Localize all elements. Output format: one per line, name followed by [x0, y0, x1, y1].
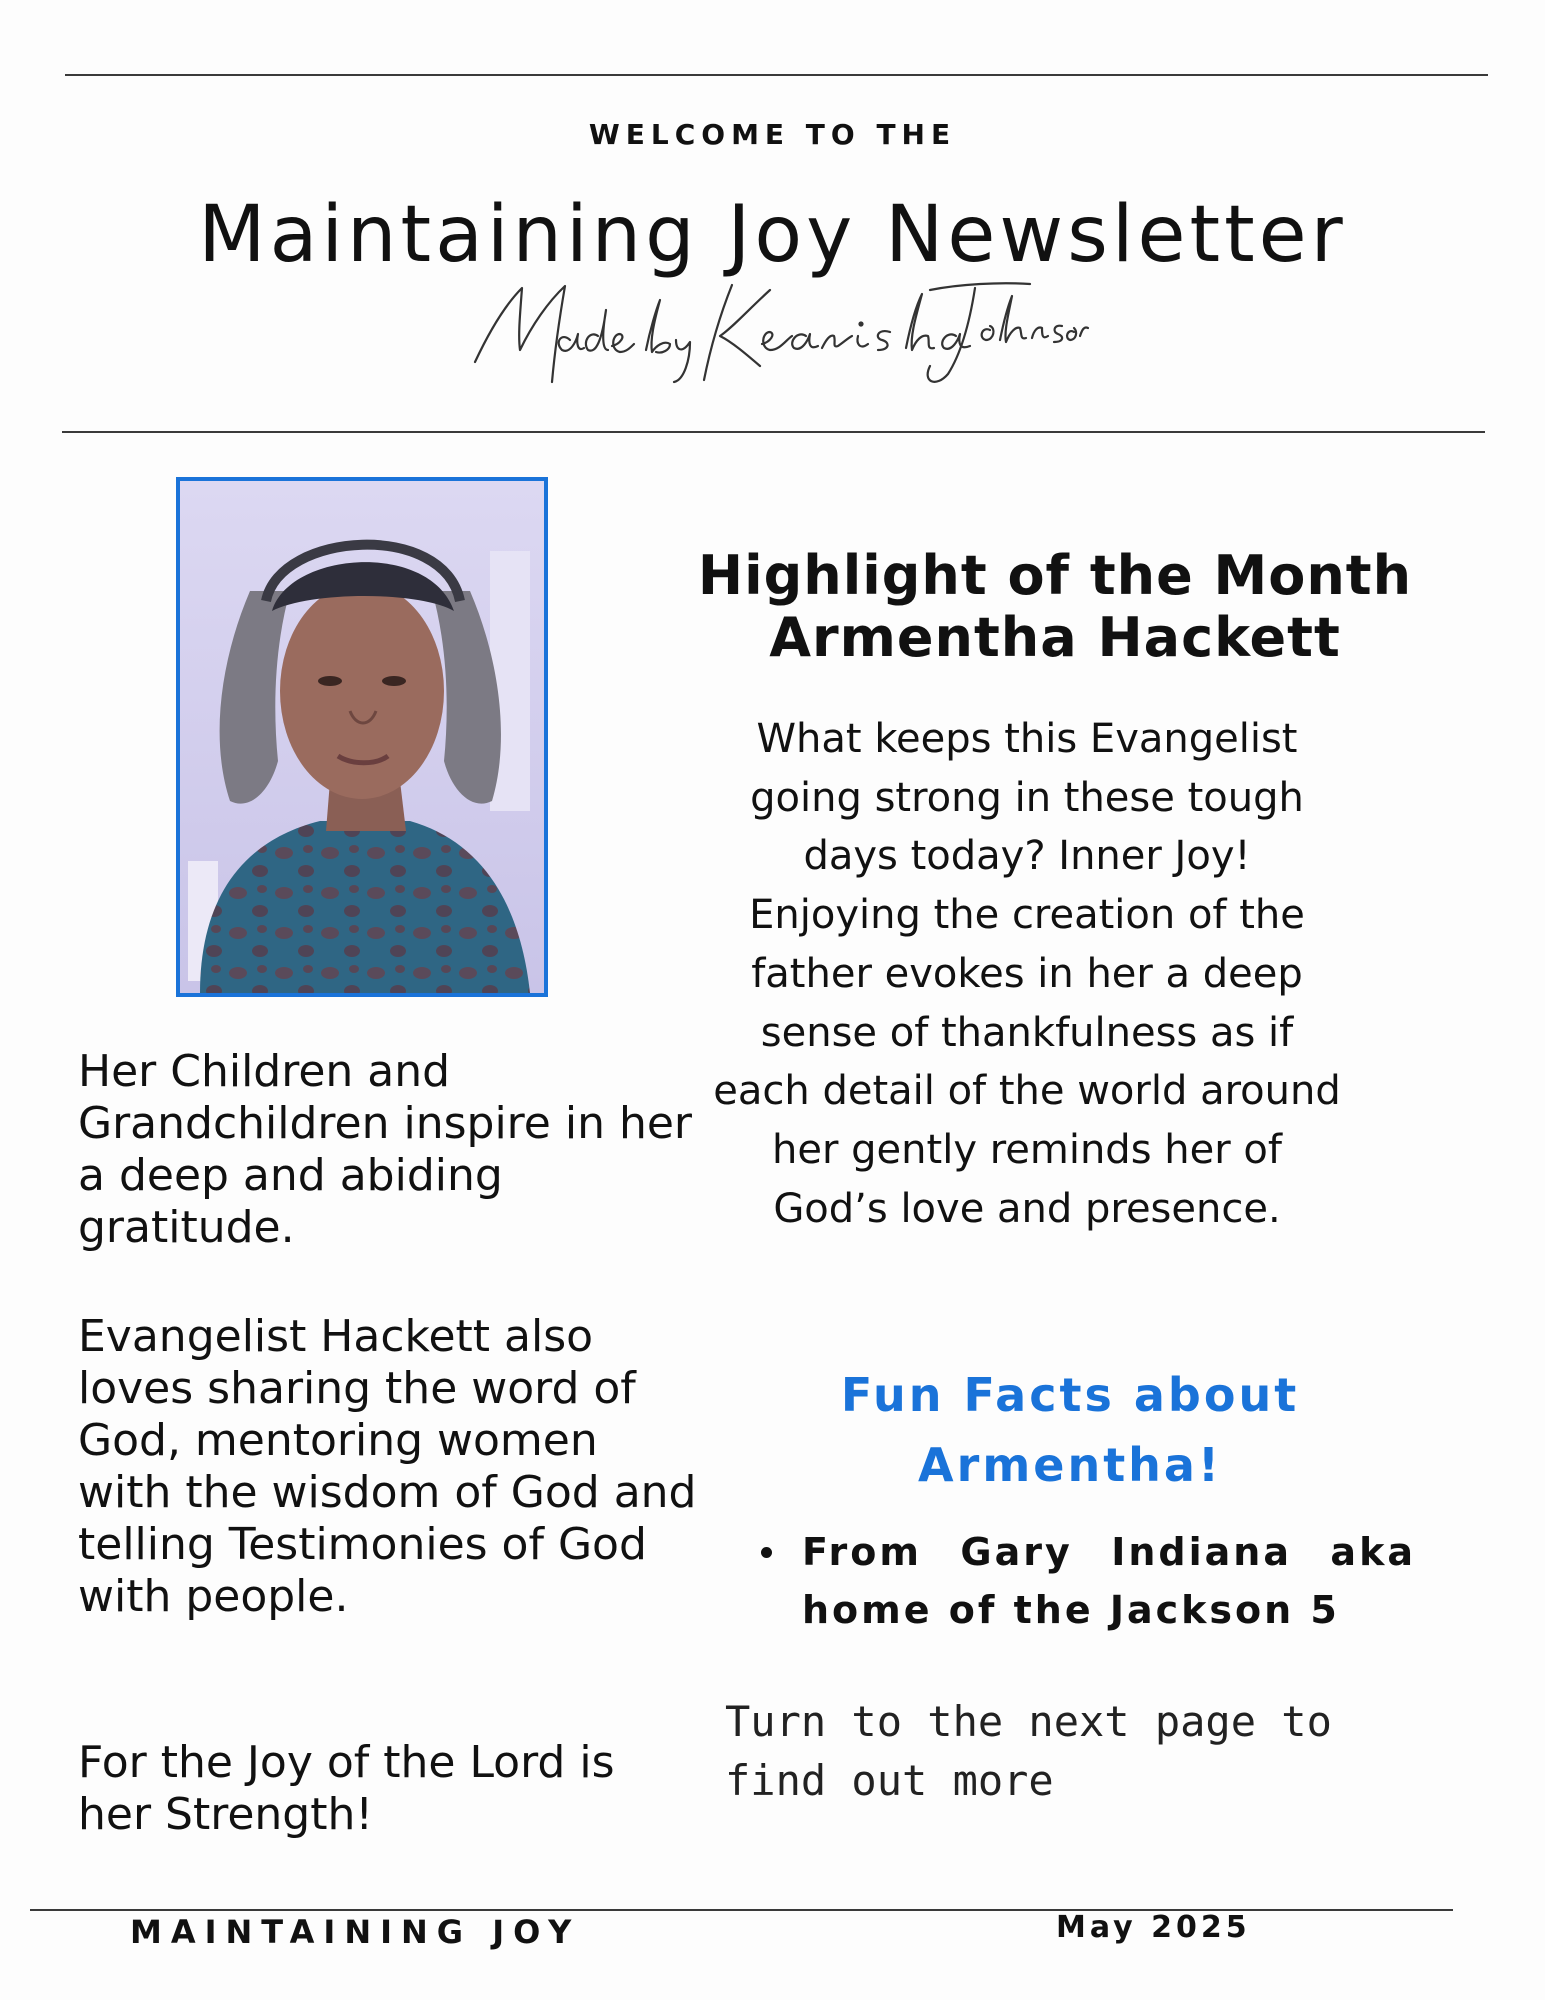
story-paragraph: What keeps this Evangelist going strong in these tough days today? Inner Joy! Enjoying the creation of the father evokes in her a deep sense of thankfulness as if each detail of the world around her gently reminds her of God’s love and presence. — [713, 716, 1341, 1232]
portrait-photo — [176, 477, 548, 997]
fun-fact-item: From Gary Indiana aka home of the Jackson 5 — [756, 1523, 1416, 1639]
highlight-label: Highlight of the Month — [697, 544, 1413, 607]
portrait-illustration — [180, 481, 544, 993]
footer-date: May 2025 — [1056, 1910, 1251, 1945]
ministry-paragraph: Evangelist Hackett also loves sharing the word of God, mentoring women with the wisdom of God and telling Testimonies of God with people. — [78, 1311, 697, 1622]
footer-brand: MAINTAINING JOY — [130, 1913, 581, 1951]
turn-page-note: Turn to the next page to find out more — [725, 1697, 1332, 1805]
header-divider — [62, 431, 1485, 433]
highlight-name: Armentha Hackett — [769, 606, 1341, 669]
signature-logo — [470, 270, 1090, 390]
top-divider — [65, 74, 1488, 76]
joy-paragraph: For the Joy of the Lord is her Strength! — [78, 1737, 615, 1840]
welcome-kicker: WELCOME TO THE — [588, 118, 957, 151]
fun-facts-heading: Fun Facts about Armentha! — [840, 1368, 1300, 1492]
fun-facts-list — [756, 1523, 1416, 1639]
highlight-heading — [690, 545, 1420, 669]
newsletter-title: Maintaining Joy Newsletter — [198, 190, 1347, 280]
children-paragraph: Her Children and Grandchildren inspire in her a deep and abiding gratitude. — [78, 1046, 693, 1253]
